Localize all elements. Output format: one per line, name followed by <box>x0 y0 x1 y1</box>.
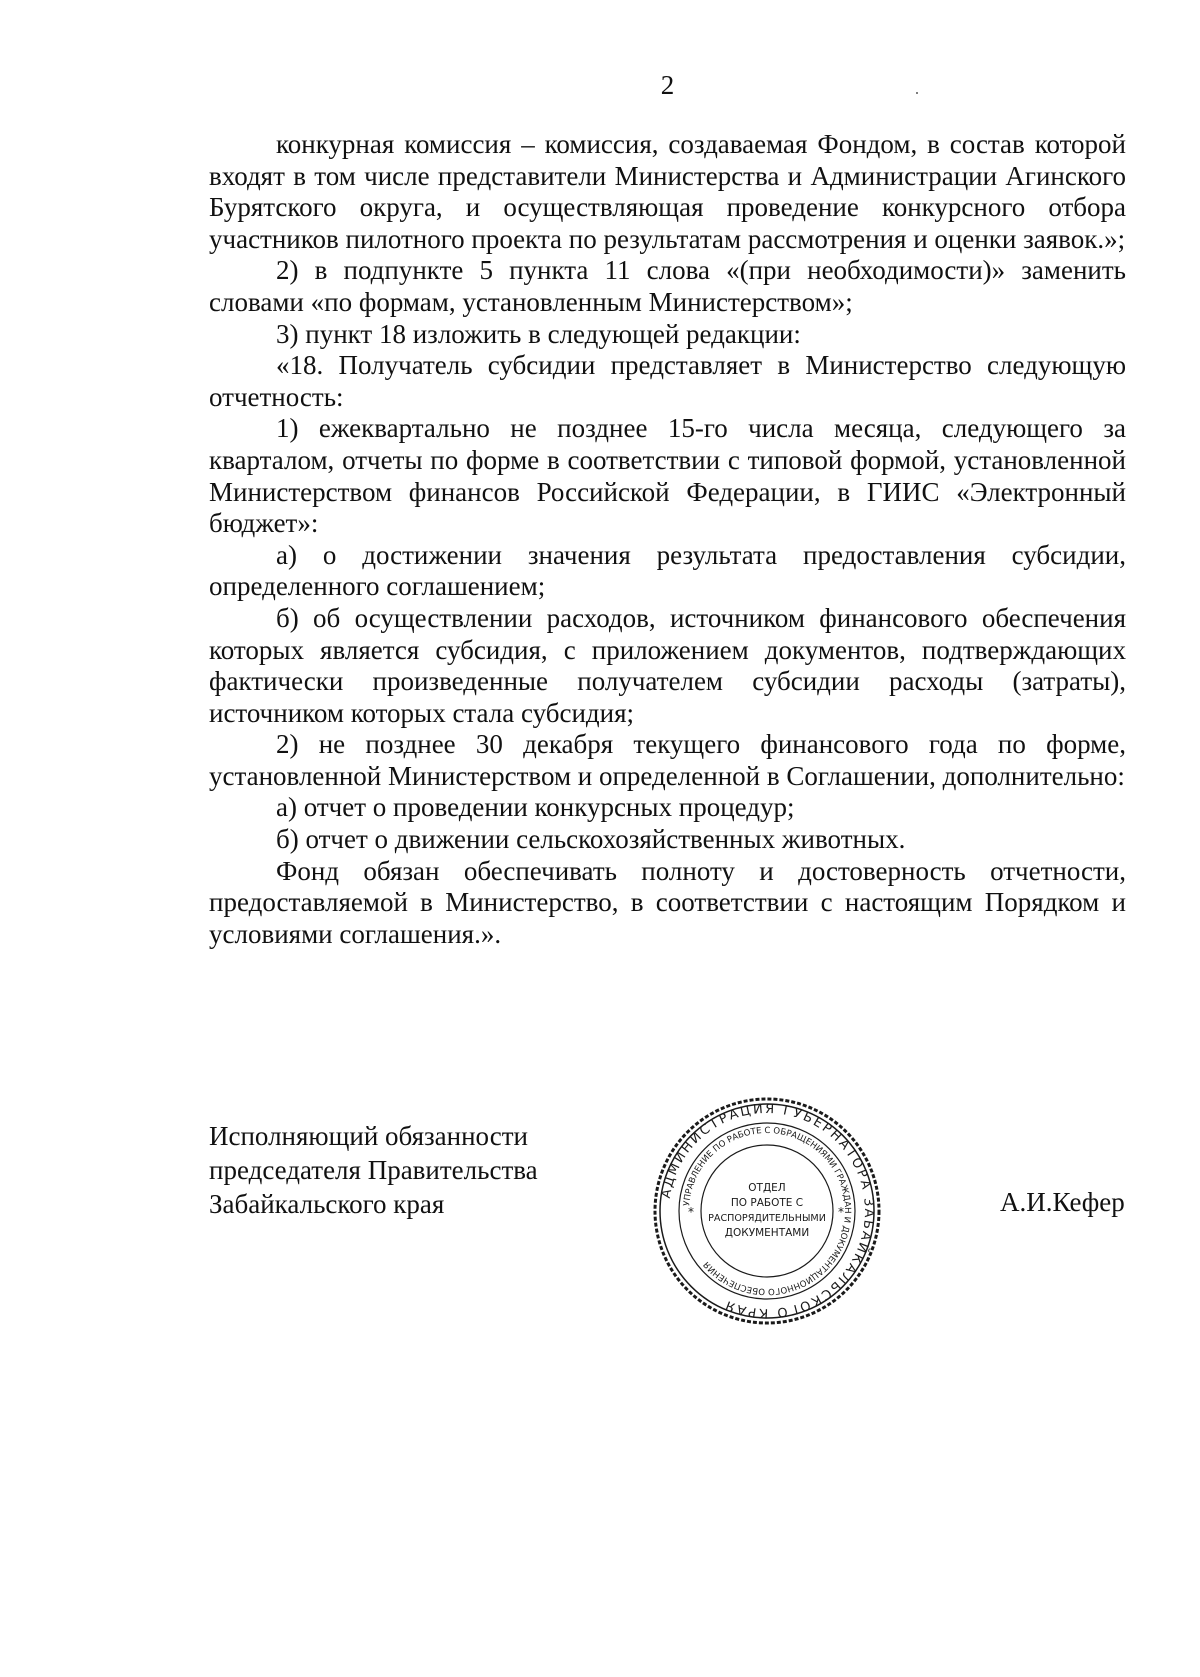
paragraph-subitem-b-livestock: б) отчет о движении сельскохозяйственных животных. <box>276 824 906 855</box>
paragraph-annual-reports: 2) не позднее 30 декабря текущего финансового года по форме, установленной Министерством и определенной в Соглашении, дополнительно: <box>209 729 1126 791</box>
signatory-title-line: председателя Правительства <box>209 1155 538 1185</box>
paragraph-item-3: 3) пункт 18 изложить в следующей редакции: <box>276 318 801 349</box>
signatory-title-line: Исполняющий обязанности <box>209 1121 528 1151</box>
stamp-star-icon: * <box>838 1205 844 1219</box>
paragraph-subitem-a-procedures: а) отчет о проведении конкурсных процедур; <box>276 792 795 823</box>
signatory-title <box>209 1119 538 1221</box>
document-body <box>209 129 1126 950</box>
paragraph-commission-definition: конкурная комиссия – комиссия, создаваемая Фондом, в состав которой входят в том числе представители Министерства и Администрации Агинского Бурятского округа, и осуществляющая проведение конкурсного отбора участников пилотного проекта по результатам рассмотрения и оценки заявок.»; <box>209 129 1126 254</box>
stamp-center-line: ОТДЕЛ <box>748 1182 786 1194</box>
paragraph-quarterly-reports: 1) ежеквартально не позднее 15-го числа месяца, следующего за кварталом, отчеты по форме в соответствии с типовой формой, установленной Министерством финансов Российской Федерации, в ГИИС «Электронный бюджет»: <box>209 413 1126 539</box>
stamp-center-line: РАСПОРЯДИТЕЛЬНЫМИ <box>708 1213 826 1224</box>
paragraph-point-18: «18. Получатель субсидии представляет в Министерство следующую отчетность: <box>209 350 1126 412</box>
stamp-center-line: ПО РАБОТЕ С <box>730 1197 804 1209</box>
official-stamp <box>652 1096 882 1326</box>
stamp-center-line: ДОКУМЕНТАМИ <box>724 1227 810 1239</box>
stamp-star-icon: * <box>688 1205 694 1219</box>
paragraph-item-2: 2) в подпункте 5 пункта 11 слова «(при необходимости)» заменить словами «по формам, установленным Министерством»; <box>209 255 1126 317</box>
page-number: 2 <box>660 70 675 100</box>
paragraph-fund-obligation: Фонд обязан обеспечивать полноту и достоверность отчетности, предоставляемой в Министерство, в соответствии с настоящим Порядком и условиями соглашения.». <box>209 855 1126 949</box>
scan-speck <box>916 92 918 94</box>
signatory-name: А.И.Кефер <box>1000 1187 1125 1217</box>
stamp-inner-text: УПРАВЛЕНИЕ ПО РАБОТЕ С ОБРАЩЕНИЯМИ ГРАЖДАН И ДОКУМЕНТАЦИОННОГО ОБЕСПЕЧЕНИЯ <box>682 1125 853 1297</box>
paragraph-subitem-b-expenses: б) об осуществлении расходов, источником финансового обеспечения которых является субсидия, с приложением документов, подтверждающих фактически произведенные получателем субсидии расходы (затраты), источником которых стала субсидия; <box>209 602 1126 728</box>
stamp-outer-text: АДМИНИСТРАЦИЯ ГУБЕРНАТОРА ЗАБАЙКАЛЬСКОГО КРАЯ <box>658 1101 877 1321</box>
paragraph-subitem-a-result: а) о достижении значения результата предоставления субсидии, определенного соглашением; <box>209 539 1126 602</box>
signatory-title-line: Забайкальского края <box>209 1189 445 1219</box>
